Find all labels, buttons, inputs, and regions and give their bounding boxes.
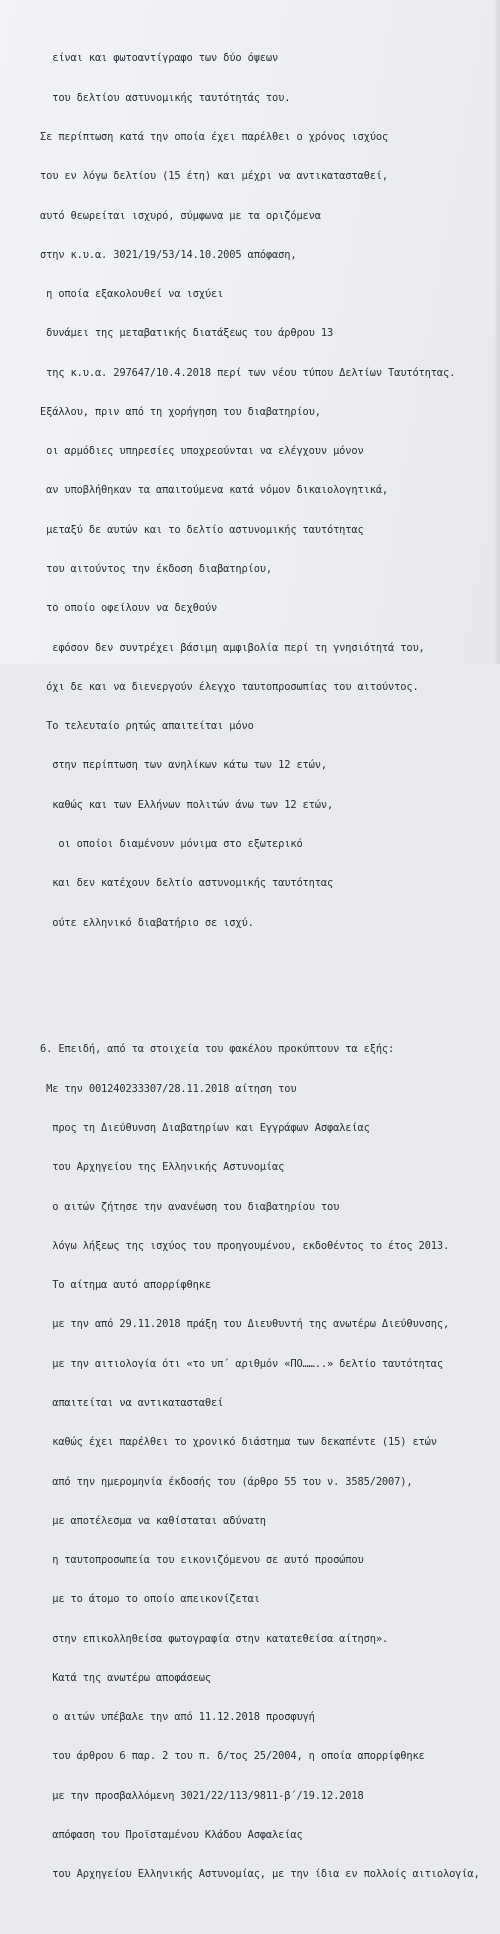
text-line: Το αίτημα αυτό απορρίφθηκε <box>40 1279 211 1292</box>
text-line: με αποτέλεσμα να καθίσταται αδύνατη <box>40 1514 266 1527</box>
text-line: Το τελευταίο ρητώς απαιτείται μόνο <box>40 720 254 733</box>
text-line: με την αιτιολογία ότι «το υπ΄ αριθμόν «ΠΟ……..» δελτίο ταυτότητας <box>40 1357 443 1370</box>
text-line: Με την 001240233307/28.11.2018 αίτηση του <box>40 1082 297 1095</box>
text-line: προς τη Διεύθυνση Διαβατηρίων και Εγγράφων Ασφαλείας <box>40 1121 370 1134</box>
text-line: δυνάμει της μεταβατικής διατάξεως του άρθρου 13 <box>40 327 334 340</box>
text-line: απαιτείται να αντικατασταθεί <box>40 1396 224 1409</box>
text-line: αν υποβλήθηκαν τα απαιτούμενα κατά νόμον δικαιολογητικά, <box>40 484 389 497</box>
text-line: στην κ.υ.α. 3021/19/53/14.10.2005 απόφαση, <box>40 248 297 261</box>
text-line: της κ.υ.α. 297647/10.4.2018 περί των νέου τύπου Δελτίων Ταυτότητας. <box>40 366 456 379</box>
text-line: από την ημερομηνία έκδοσής του (άρθρο 55 του ν. 3585/2007), <box>40 1475 413 1488</box>
text-line: του Αρχηγείου της Ελληνικής Αστυνομίας <box>40 1161 285 1174</box>
text-line: ο αιτών ζήτησε την ανανέωση του διαβατηρίου του <box>40 1200 340 1213</box>
text-line: ούτε ελληνικό διαβατήριο σε ισχύ. <box>40 916 254 929</box>
text-line: και δεν κατέχουν δελτίο αστυνομικής ταυτότητας <box>40 877 334 890</box>
text-line: Σε περίπτωση κατά την οποία έχει παρέλθει ο χρόνος ισχύος <box>40 130 389 143</box>
text-line: η ταυτοπροσωπεία του εικονιζόμενου σε αυτό προσώπου <box>40 1554 364 1567</box>
section-top <box>40 26 495 956</box>
text-line: μεταξύ δε αυτών και το δελτίο αστυνομικής ταυτότητας <box>40 523 364 536</box>
text-line: καθώς έχει παρέλθει το χρονικό διάστημα των δεκαπέντε (15) ετών <box>40 1436 437 1449</box>
text-line: η οποία εξακολουθεί να ισχύει <box>40 288 224 301</box>
text-line: στην περίπτωση των ανηλίκων κάτω των 12 ετών, <box>40 759 327 772</box>
text-line: εφόσον δεν συντρέχει βάσιμη αμφιβολία περί τη γνησιότητά του, <box>40 641 425 654</box>
document-body <box>40 0 495 1934</box>
text-line: στην επικολληθείσα φωτογραφία στην κατατεθείσα αίτηση». <box>40 1632 389 1645</box>
text-line: 6. Επειδή, από τα στοιχεία του φακέλου προκύπτουν τα εξής: <box>40 1043 395 1056</box>
text-line: το οποίο οφείλουν να δεχθούν <box>40 602 218 615</box>
text-line: οι οποίοι διαμένουν μόνιμα στο εξωτερικό <box>40 838 303 850</box>
text-line: αυτό θεωρείται ισχυρό, σύμφωνα με τα οριζόμενα <box>40 209 321 222</box>
text-line: του εν λόγω δελτίου (15 έτη) και μέχρι να αντικατασταθεί, <box>40 170 389 183</box>
text-line: με την από 29.11.2018 πράξη του Διευθυντή της ανωτέρω Διεύθυνσης, <box>40 1318 450 1331</box>
text-line: με το άτομο το οποίο απεικονίζεται <box>40 1593 260 1606</box>
text-line: καθώς και των Ελλήνων πολιτών άνω των 12 ετών, <box>40 798 334 811</box>
text-line: του δελτίου αστυνομικής ταυτότητάς του. <box>40 91 291 104</box>
text-line: Εξάλλου, πριν από τη χορήγηση του διαβατηρίου, <box>40 405 321 418</box>
text-line: του Αρχηγείου Ελληνικής Αστυνομίας, με την ίδια εν πολλοίς αιτιολογία, <box>40 1868 480 1881</box>
text-line: οι αρμόδιες υπηρεσίες υποχρεούνται να ελέγχουν μόνον <box>40 445 364 458</box>
text-line: του αιτούντος την έκδοση διαβατηρίου, <box>40 563 273 576</box>
section-six <box>40 1017 495 1907</box>
text-line: απόφαση του Προϊσταμένου Κλάδου Ασφαλείας <box>40 1829 303 1842</box>
text-line: είναι και φωτοαντίγραφο των δύο όψεων <box>40 52 279 65</box>
text-line: με την προσβαλλόμενη 3021/22/113/9811-β΄/19.12.2018 <box>40 1789 364 1802</box>
text-line: όχι δε και να διενεργούν έλεγχο ταυτοπροσωπίας του αιτούντος. <box>40 680 419 693</box>
text-line: Κατά της ανωτέρω αποφάσεως <box>40 1671 211 1684</box>
text-line: του άρθρου 6 παρ. 2 του π. δ/τος 25/2004, η οποία απορρίφθηκε <box>40 1750 425 1763</box>
paragraph-gap <box>40 982 495 991</box>
text-line: λόγω λήξεως της ισχύος του προηγουμένου, εκδοθέντος το έτος 2013. <box>40 1239 450 1252</box>
page-edge-shadow <box>494 0 500 664</box>
text-line: ο αιτών υπέβαλε την από 11.12.2018 προσφυγή <box>40 1711 315 1724</box>
